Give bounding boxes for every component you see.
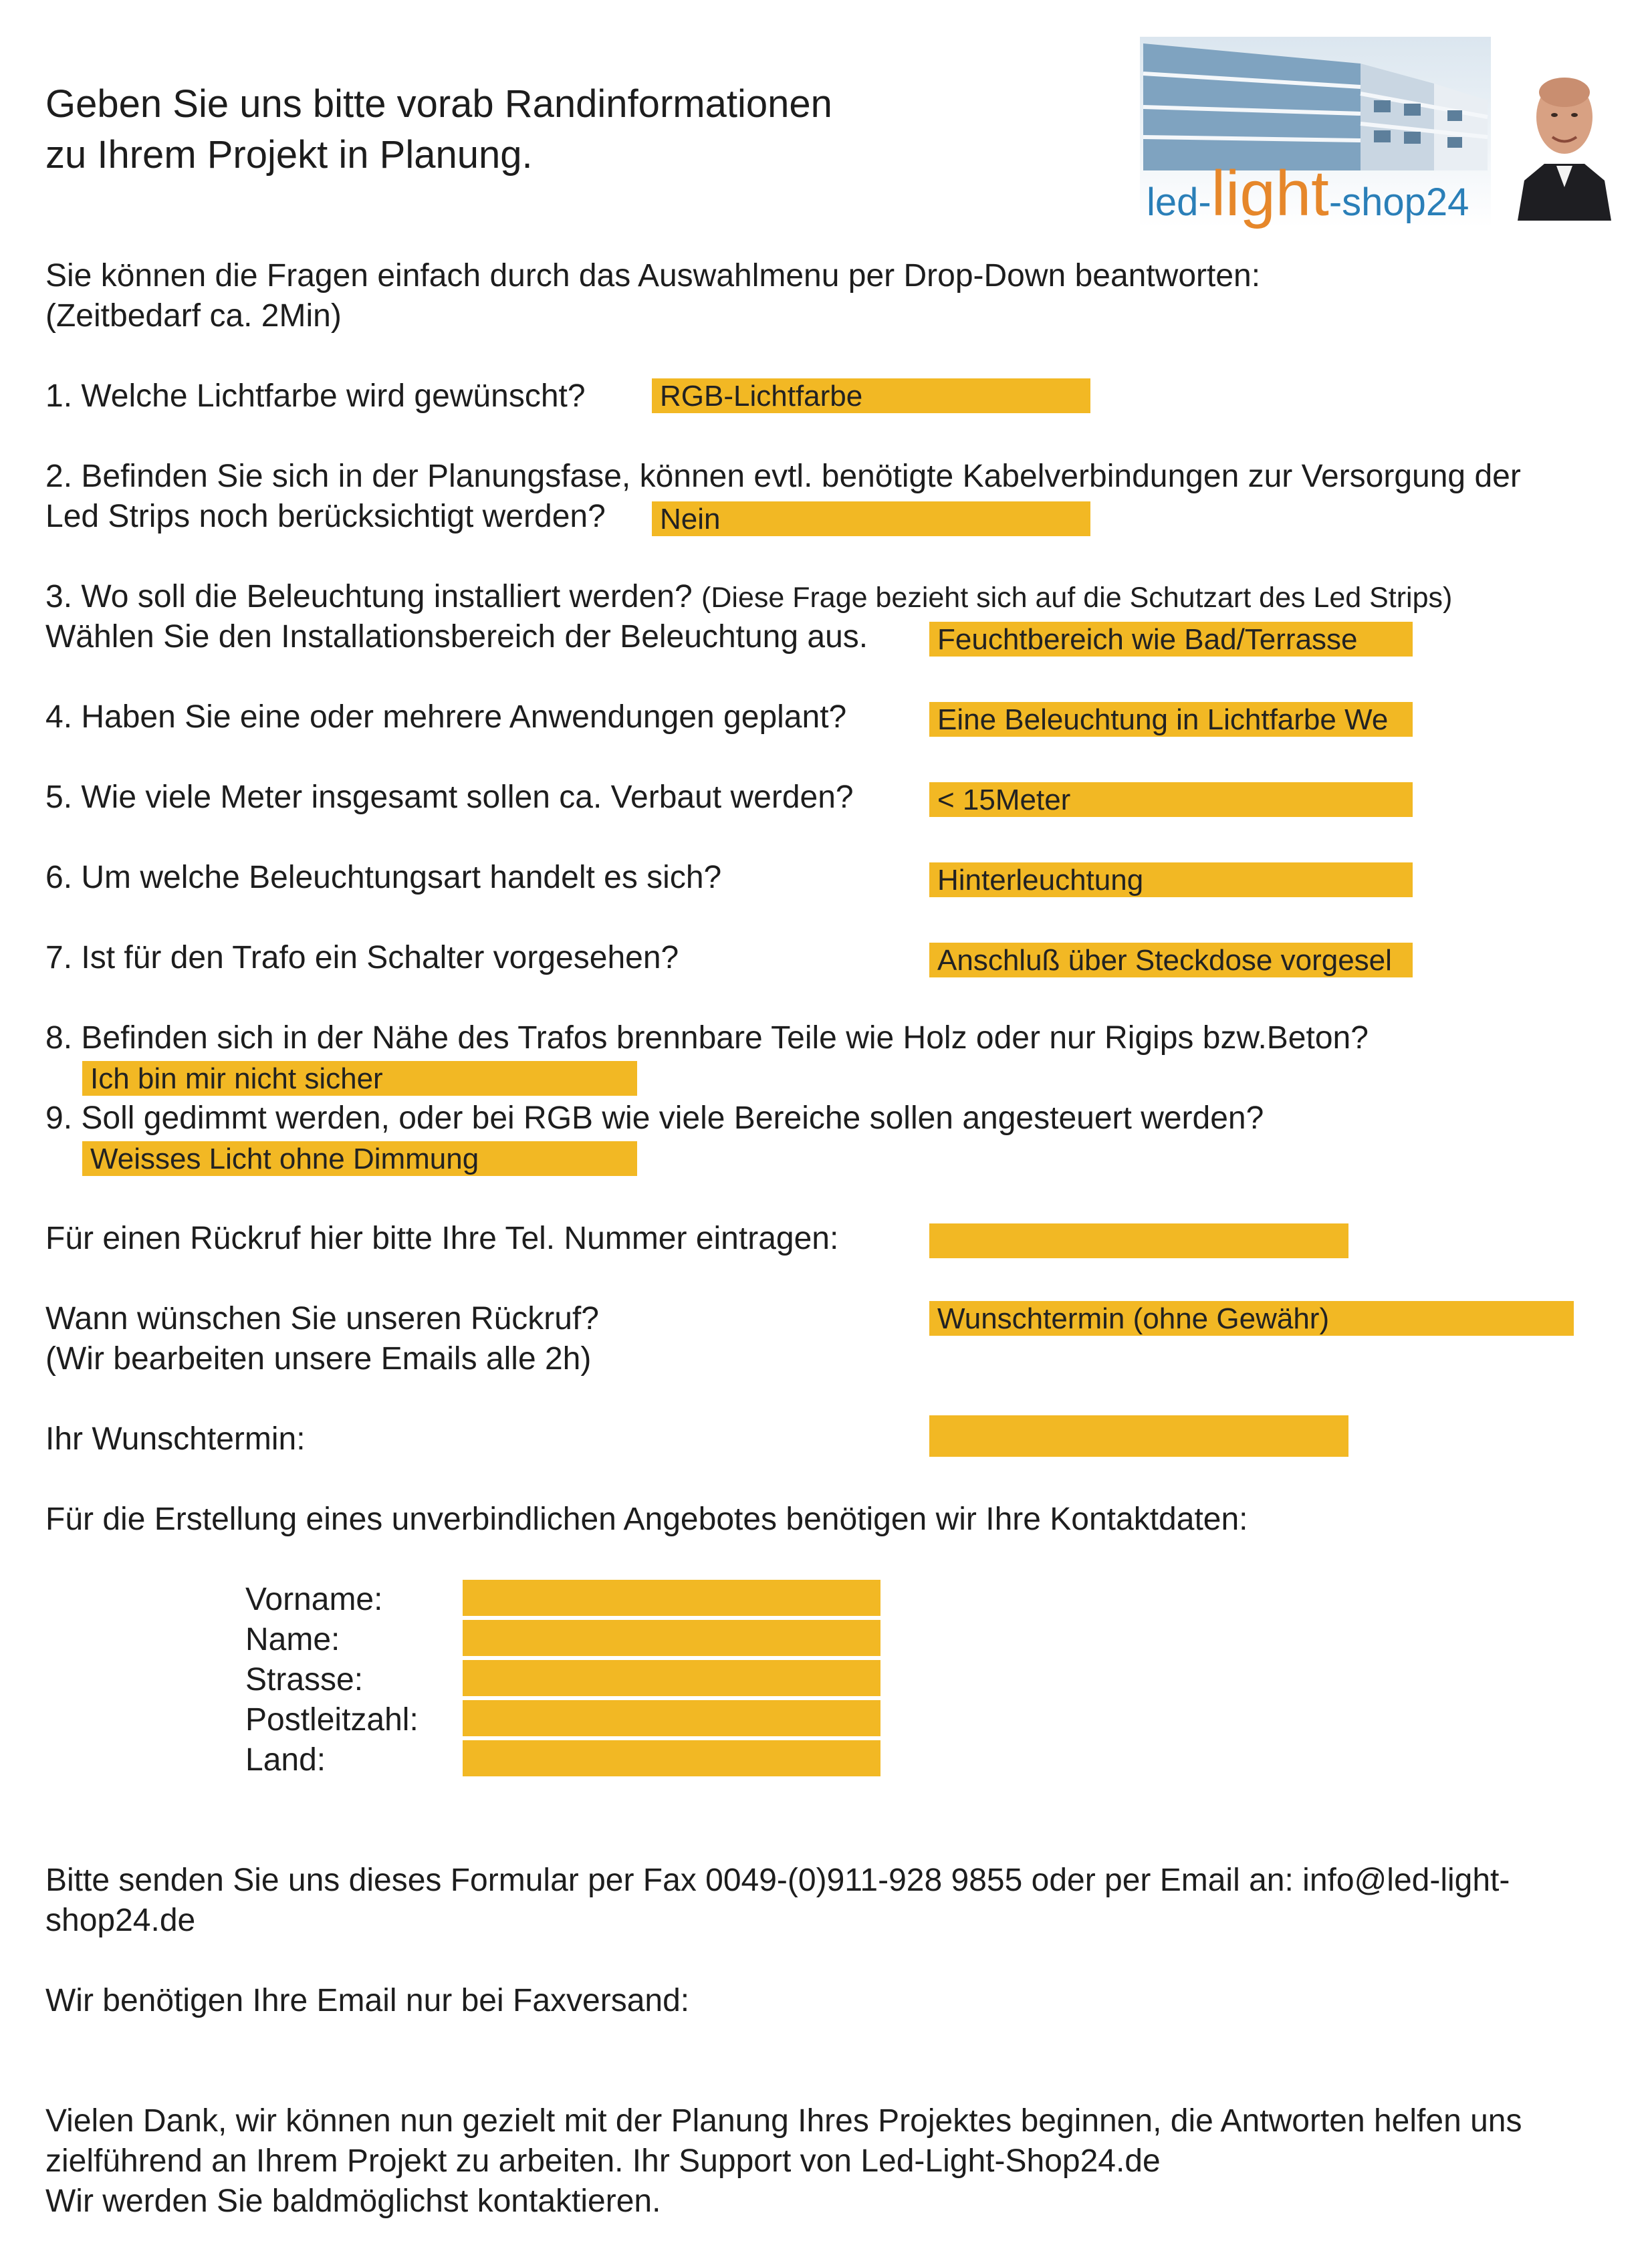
question-4-label: 4. Haben Sie eine oder mehrere Anwendungen geplant? <box>45 699 847 735</box>
question-7-value: Anschluß über Steckdose vorgesel <box>937 944 1392 977</box>
question-3-note: (Diese Frage bezieht sich auf die Schutzart des Led Strips) <box>701 582 1453 614</box>
person-photo <box>1518 53 1611 221</box>
street-label: Strasse: <box>245 1662 364 1697</box>
question-9-value: Weisses Licht ohne Dimmung <box>90 1143 479 1175</box>
thanks-line-3: Wir werden Sie baldmöglichst kontaktieren. <box>45 2184 661 2219</box>
question-3-label: 3. Wo soll die Beleuchtung installiert werden? <box>45 579 693 614</box>
title-line-2: zu Ihrem Projekt in Planung. <box>45 133 533 176</box>
question-4-select[interactable] <box>929 702 1413 737</box>
question-8-select[interactable] <box>82 1061 637 1096</box>
email-label: Wir benötigen Ihre Email nur bei Faxversand: <box>45 1983 690 2018</box>
street-input[interactable] <box>463 1660 880 1696</box>
country-input[interactable] <box>463 1740 880 1776</box>
first-name-label: Vorname: <box>245 1582 383 1617</box>
page-title <box>45 79 832 181</box>
send-instructions-line-2: shop24.de <box>45 1903 196 1938</box>
question-3-select[interactable] <box>929 622 1413 657</box>
question-3-line-2: Wählen Sie den Installationsbereich der Beleuchtung aus. <box>45 619 868 655</box>
contact-intro: Für die Erstellung eines unverbindlichen Angebotes benötigen wir Ihre Kontaktdaten: <box>45 1502 1248 1537</box>
send-instructions-line-1: Bitte senden Sie uns dieses Formular per Fax 0049-(0)911-928 9855 oder per Email an: info@led-light- <box>45 1863 1510 1898</box>
question-8-value: Ich bin mir nicht sicher <box>90 1062 383 1095</box>
question-2-line-2: Led Strips noch berücksichtigt werden? <box>45 499 606 534</box>
intro-line-1: Sie können die Fragen einfach durch das Auswahlmenu per Drop-Down beantworten: <box>45 258 1261 293</box>
phone-label: Für einen Rückruf hier bitte Ihre Tel. Nummer eintragen: <box>45 1221 839 1256</box>
question-4-value: Eine Beleuchtung in Lichtfarbe We <box>937 703 1389 736</box>
question-6-select[interactable] <box>929 862 1413 897</box>
name-label: Name: <box>245 1622 340 1657</box>
question-2-line-1: 2. Befinden Sie sich in der Planungsfase, können evtl. benötigte Kabelverbindungen zur Versorgung der <box>45 459 1521 494</box>
logo-suffix: -shop24 <box>1328 181 1469 224</box>
thanks-line-1: Vielen Dank, wir können nun gezielt mit der Planung Ihres Projektes beginnen, die Antworten helfen uns <box>45 2103 1522 2139</box>
question-3-line-1 <box>45 577 1452 618</box>
question-9-select[interactable] <box>82 1141 637 1176</box>
first-name-input[interactable] <box>463 1580 880 1616</box>
question-6-label: 6. Um welche Beleuchtungsart handelt es sich? <box>45 860 722 895</box>
question-1-label: 1. Welche Lichtfarbe wird gewünscht? <box>45 378 586 414</box>
question-5-value: < 15Meter <box>937 784 1071 816</box>
country-label: Land: <box>245 1742 326 1778</box>
logo-prefix: led- <box>1147 181 1211 224</box>
title-line-1: Geben Sie uns bitte vorab Randinformationen <box>45 82 832 126</box>
postal-code-input[interactable] <box>463 1700 880 1736</box>
preferred-date-label: Ihr Wunschtermin: <box>45 1421 306 1457</box>
callback-time-value: Wunschtermin (ohne Gewähr) <box>937 1302 1330 1335</box>
question-2-value: Nein <box>660 503 721 536</box>
question-1-select[interactable] <box>652 378 1090 413</box>
question-1-value: RGB-Lichtfarbe <box>660 380 863 412</box>
postal-code-label: Postleitzahl: <box>245 1702 419 1738</box>
question-7-label: 7. Ist für den Trafo ein Schalter vorgesehen? <box>45 940 679 975</box>
callback-time-select[interactable] <box>929 1301 1574 1336</box>
thanks-line-2: zielführend an Ihrem Projekt zu arbeiten. Ihr Support von Led-Light-Shop24.de <box>45 2143 1161 2179</box>
question-2-select[interactable] <box>652 501 1090 536</box>
question-9-label: 9. Soll gedimmt werden, oder bei RGB wie viele Bereiche sollen angesteuert werden? <box>45 1100 1264 1136</box>
logo-middle: light <box>1211 158 1329 229</box>
logo-wordmark <box>1147 158 1469 229</box>
name-input[interactable] <box>463 1620 880 1656</box>
question-7-select[interactable] <box>929 943 1413 977</box>
question-8-label: 8. Befinden sich in der Nähe des Trafos brennbare Teile wie Holz oder nur Rigips bzw.Beton? <box>45 1020 1369 1056</box>
intro-line-2: (Zeitbedarf ca. 2Min) <box>45 298 342 334</box>
question-3-value: Feuchtbereich wie Bad/Terrasse <box>937 623 1358 656</box>
question-5-select[interactable] <box>929 782 1413 817</box>
callback-time-note: (Wir bearbeiten unsere Emails alle 2h) <box>45 1341 592 1377</box>
callback-time-label: Wann wünschen Sie unseren Rückruf? <box>45 1301 599 1336</box>
preferred-date-input[interactable] <box>929 1415 1348 1457</box>
phone-input[interactable] <box>929 1223 1348 1258</box>
question-5-label: 5. Wie viele Meter insgesamt sollen ca. Verbaut werden? <box>45 780 854 815</box>
question-6-value: Hinterleuchtung <box>937 864 1144 897</box>
